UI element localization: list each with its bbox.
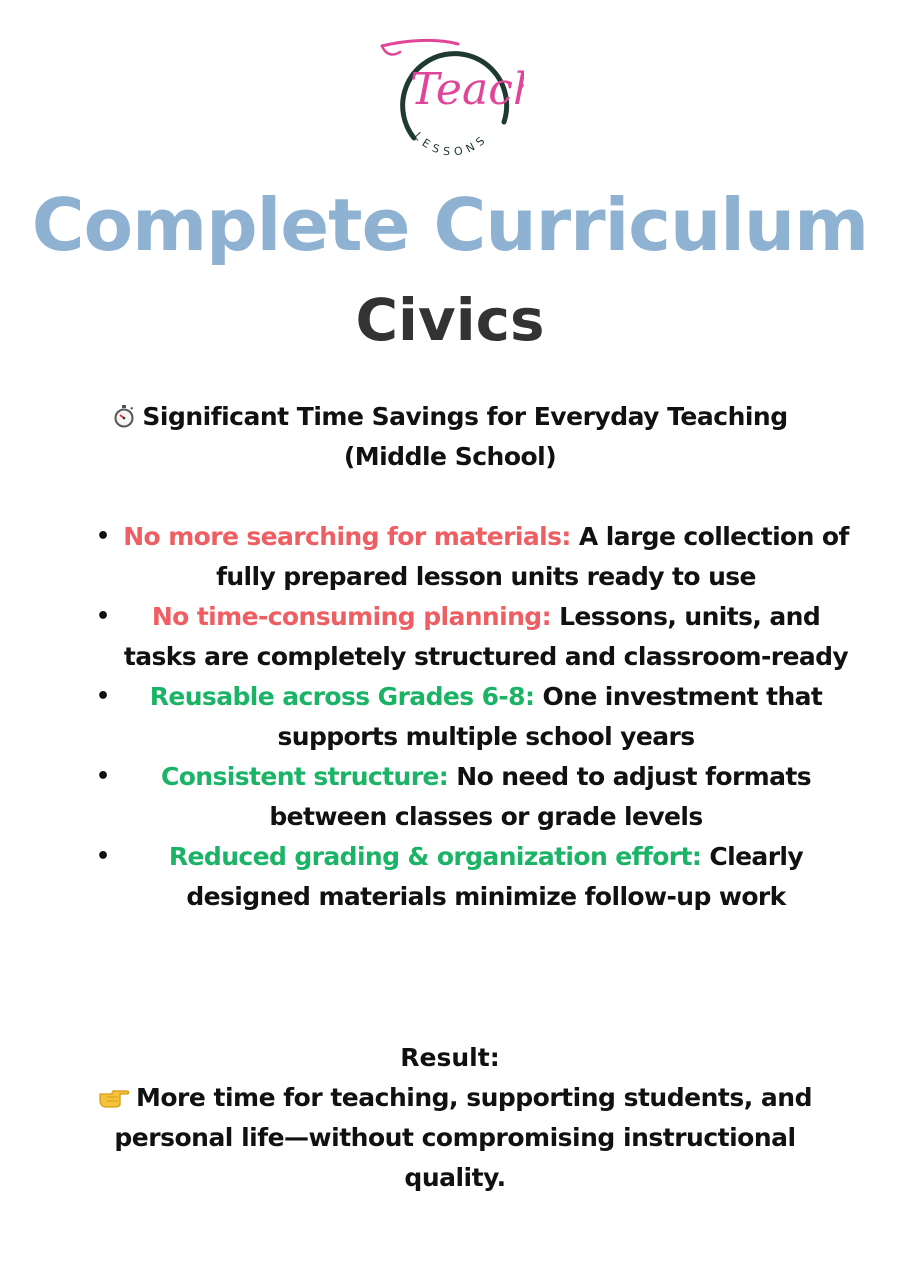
teach-lessons-logo — [376, 26, 524, 166]
benefit-highlight: Consistent structure: — [160, 762, 449, 791]
result-label: Result: — [400, 1043, 500, 1072]
logo-ring-text: LESSONS — [411, 129, 491, 159]
logo-script-text: Teac — [410, 64, 513, 115]
logo-graphic — [376, 26, 524, 166]
list-item — [90, 597, 850, 677]
list-item — [90, 757, 850, 837]
page-title: Complete Curriculum — [31, 183, 869, 267]
intro-text: Significant Time Savings for Everyday Teaching (Middle School) — [142, 402, 788, 471]
benefit-highlight: Reusable across Grades 6-8: — [149, 682, 535, 711]
bullet: • — [96, 764, 110, 789]
benefit-highlight: No more searching for materials: — [123, 522, 571, 551]
bullet: • — [96, 844, 110, 869]
bullet: • — [96, 604, 110, 629]
benefit-text: One investment that supports multiple school years — [277, 682, 823, 751]
list-item — [90, 837, 850, 917]
benefit-highlight: Reduced grading & organization effort: — [168, 842, 702, 871]
list-item — [90, 677, 850, 757]
result-statement — [80, 1078, 830, 1198]
stopwatch-icon — [112, 400, 136, 424]
benefit-text: A large collection of fully prepared lesson units ready to use — [216, 522, 849, 591]
bullet: • — [96, 684, 110, 709]
intro-heading — [60, 397, 840, 477]
benefit-highlight: No time-consuming planning: — [151, 602, 551, 631]
result-text: More time for teaching, supporting students, and personal life—without compromising instructional quality. — [114, 1083, 812, 1192]
list-item — [90, 517, 850, 597]
bullet: • — [96, 524, 110, 549]
benefit-text: No need to adjust formats between classes or grade levels — [269, 762, 812, 831]
benefit-text: Clearly designed materials minimize follow-up work — [186, 842, 804, 911]
pointing-hand-icon — [98, 1081, 130, 1105]
benefit-text: Lessons, units, and tasks are completely structured and classroom-ready — [123, 602, 849, 671]
benefits-list — [90, 517, 850, 917]
subject-heading: Civics — [355, 286, 545, 354]
